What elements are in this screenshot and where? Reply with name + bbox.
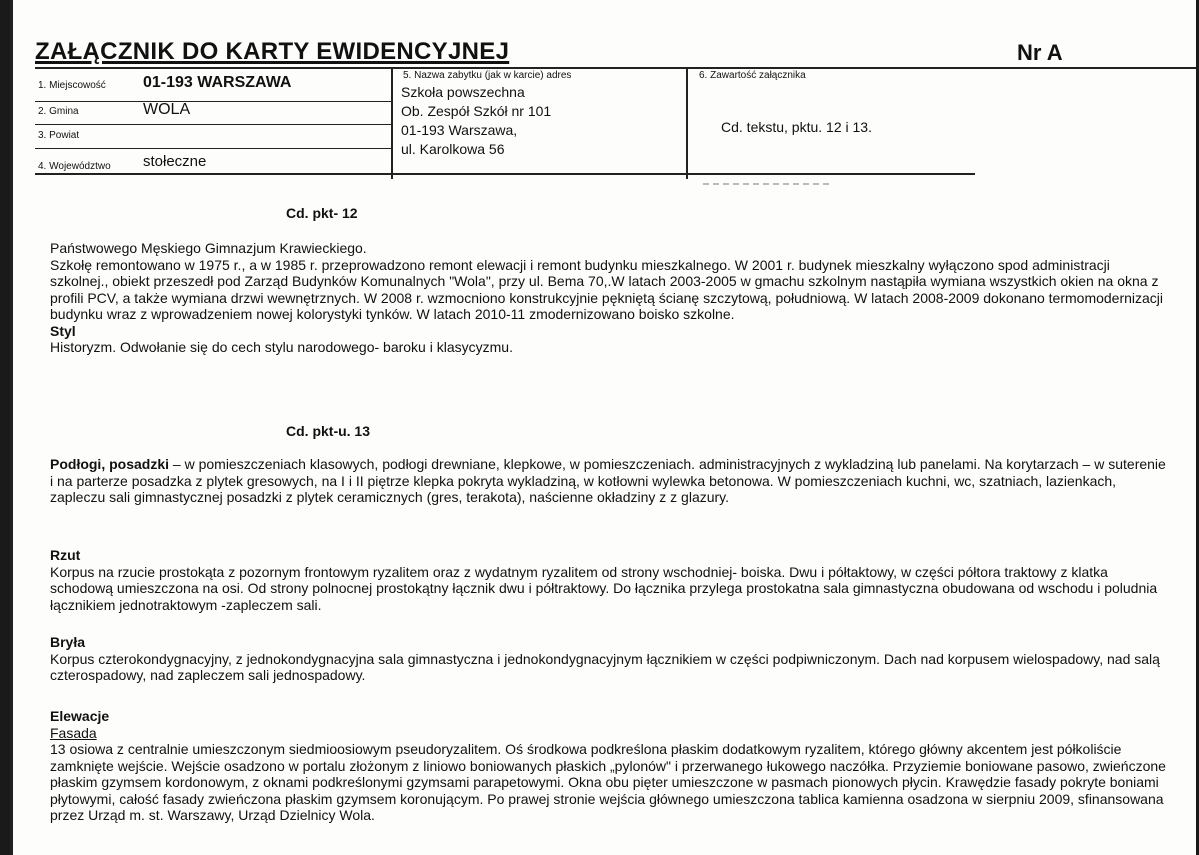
cd-pkt-12-text xyxy=(50,240,1168,356)
rzut-section xyxy=(50,547,1168,613)
header-top-rule xyxy=(35,67,1196,69)
cd-pkt-12-heading: Cd. pkt- 12 xyxy=(286,205,358,221)
elewacje-section xyxy=(50,708,1168,824)
styl-heading: Styl xyxy=(50,322,76,339)
gmina-label: 2. Gmina xyxy=(38,106,79,117)
faint-rule xyxy=(703,183,833,185)
miejscowosc-value: 01-193 WARSZAWA xyxy=(143,74,292,91)
bryla-section xyxy=(50,634,1168,684)
monument-address xyxy=(401,83,551,159)
address-line: ul. Karolkowa 56 xyxy=(401,141,505,157)
fasada-text: 13 osiowa z centralnie umieszczonym siedmioosiowym pseudoryzalitem. Oś środkowa podkreślona płaskim dodatkowym ryzalitem, którego główny akcentem jest półkoliście zamknięte wejście. Wejście osadzono w portalu złożonym z liniowo boniowanych płaskich „pylonów" i przerwanego łukowego naczółka. Przyziemie boniowane pasowo, zwieńczone płaskim gzymsem kordonowym, z oknami podkreślonymi gzymsami parapetowymi. Okna obu pięter umieszczone w pasmach pionowych płycin. Krawędzie fasady pokryte boniami płytowymi, całość fasady zwieńczona płaskim gzymsem koronującym. Po prawej stronie wejścia głównego umieszczona tablica kamienna osadzona w sierpniu 2009, sfinansowana przez Urząd m. st. Warszawy, Urząd Dzielnicy Wola. xyxy=(50,741,1166,823)
header-bottom-rule xyxy=(35,173,975,175)
document-title: ZAŁĄCZNIK DO KARTY EWIDENCYJNEJ xyxy=(35,38,510,65)
attachment-number: Nr A xyxy=(1017,40,1063,65)
row-divider xyxy=(35,101,391,102)
column-divider xyxy=(391,67,393,179)
styl-text: Historyzm. Odwołanie się do cech stylu narodowego- baroku i klasycyzmu. xyxy=(50,339,513,355)
paragraph: Szkołę remontowano w 1975 r., a w 1985 r. przeprowadzono remont elewacji i remont budynku mieszkalnego. W 2001 r. budynek mieszkalny wyłączono spod administracji szkolnej., obiekt przeszedł pod Zarząd Budynków Komunalnych "Wola", przy ul. Bema 70,.W latach 2003-2005 w gmachu szkolnym nastąpiła wymiana wszystkich okien na okna z profili PCV, a także wymiana drzwi wewnętrznych. W 2008 r. wzmocniono konstrukcyjnie pękniętą ścianę szczytową, południową. W latach 2008-2009 dokonano termomodernizacji budynku wraz z wprowadzeniem nowej kolorystyki tynków. W latach 2010-11 zmodernizowano boisko szkolne. xyxy=(50,256,1164,322)
fasada-heading: Fasada xyxy=(50,724,97,741)
column-divider xyxy=(686,67,688,179)
podlogi-heading: Podłogi, posadzki xyxy=(50,456,170,472)
address-line: Ob. Zespół Szkół nr 101 xyxy=(401,103,552,119)
rzut-heading: Rzut xyxy=(50,547,81,563)
elewacje-heading: Elewacje xyxy=(50,708,110,724)
miejscowosc-label: 1. Miejscowość xyxy=(38,80,106,91)
powiat-label: 3. Powiat xyxy=(38,130,80,141)
address-line: Szkoła powszechna xyxy=(401,84,525,100)
rzut-text: Korpus na rzucie prostokąta z pozornym frontowym ryzalitem oraz z wydatnym ryzalitem od strony wschodniej- boiska. Dwu i półtaktowy, w części półtora traktowy z klatka schodową umieszczona na osi. Od strony polnocnej prostokątny łącznik dwu i półtraktowy. Do łącznika przylega prostokatna sala gimnastyczna obudowana od wschodu i poludnia łącznikiem jednotraktowym -zapleczem sali. xyxy=(50,563,1158,613)
wojewodztwo-value: stołeczne xyxy=(143,153,207,170)
cd-pkt-13-heading: Cd. pkt-u. 13 xyxy=(286,423,371,439)
gmina-value: WOLA xyxy=(143,101,191,118)
zawartosc-value: Cd. tekstu, pktu. 12 i 13. xyxy=(721,119,872,135)
podlogi-text: – w pomieszczeniach klasowych, podłogi drewniane, klepkowe, w pomieszczeniach. administracyjnych z wykladziną lub panelami. Na korytarzach – w suterenie i na parterze posadzka z plytek gresowych, na I i II piętrze klepka pokryta wykladziną, w kotłowni wylewka betonowa. W pomieszczeniach kuchni, wc, szatniach, lazienkach, zapleczu sali gimnastycznej posadzki z plytek ceramicznych (gres, terakota), naścienne okładziny z z glazury. xyxy=(50,456,1166,505)
row-divider xyxy=(35,148,391,149)
podlogi-section xyxy=(50,456,1168,506)
paragraph: Państwowego Męskiego Gimnazjum Krawieckiego. xyxy=(50,240,367,256)
document-card xyxy=(10,0,1196,855)
zawartosc-label: 6. Zawartość załącznika xyxy=(699,70,806,81)
bryla-heading: Bryła xyxy=(50,634,86,650)
wojewodztwo-label: 4. Województwo xyxy=(38,161,111,172)
row-divider xyxy=(35,124,391,125)
nazwa-label: 5. Nazwa zabytku (jak w karcie) adres xyxy=(403,70,572,81)
address-line: 01-193 Warszawa, xyxy=(401,122,518,138)
bryla-text: Korpus czterokondygnacyjny, z jednokondygnacyjna sala gimnastyczna i jednokondygnacyjnym łącznikiem w części podpiwniczonym. Dach nad korpusem wielospadowy, nad salą czterospadowy, nad zapleczem sali jednospadowy. xyxy=(50,650,1160,683)
